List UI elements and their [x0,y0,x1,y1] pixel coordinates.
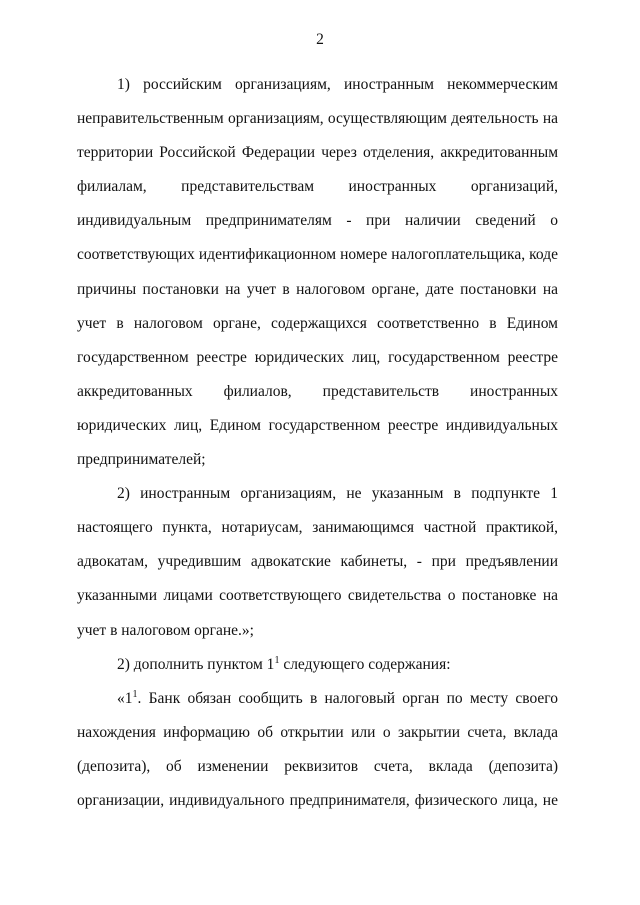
paragraph-new-clause [77,682,558,818]
superscript-number: 1 [274,654,280,666]
paragraph-item-2: 2) иностранным организациям, не указанным в подпункте 1 настоящего пункта, нотариусам, занимающимся частной практикой, адвокатам, учредившим адвокатские кабинеты, - при предъявлении указанными лицами соответствующего свидетельства о постановке на учет в налоговом органе.»; [77,485,558,639]
paragraph-item-1: 1) российским организациям, иностранным некоммерческим неправительственным организациям, осуществляющим деятельность на территории Российской Федерации через отделения, аккредитованным филиалам, представительствам иностранных организаций, индивидуальным предпринимателям - при наличии сведений о соответствующих идентификационном номере налогоплательщика, коде причины постановки на учет в налоговом органе, дате постановки на учет в налоговом органе, содержащихся соответственно в Едином государственном реестре юридических лиц, государственном реестре аккредитованных филиалов, представительств иностранных юридических лиц, Едином государственном реестре индивидуальных предпринимателей; [77,76,558,469]
amendment-text: 2) дополнить пунктом 1 [117,655,275,673]
paragraph-amendment [77,648,558,682]
superscript-number: 1 [132,688,138,700]
page-number: 2 [316,31,324,48]
amendment-text-end: следующего содержания: [279,655,451,673]
clause-text: . Банк обязан сообщить в налоговый орган по месту своего нахождения информацию об открытии или о закрытии счета, вклада (депозита), об изменении реквизитов счета, вклада (депозита) организации, индивидуального предпринимателя, физического лица, не [77,689,558,809]
document-body [77,68,558,818]
clause-number: «1 [117,689,133,707]
